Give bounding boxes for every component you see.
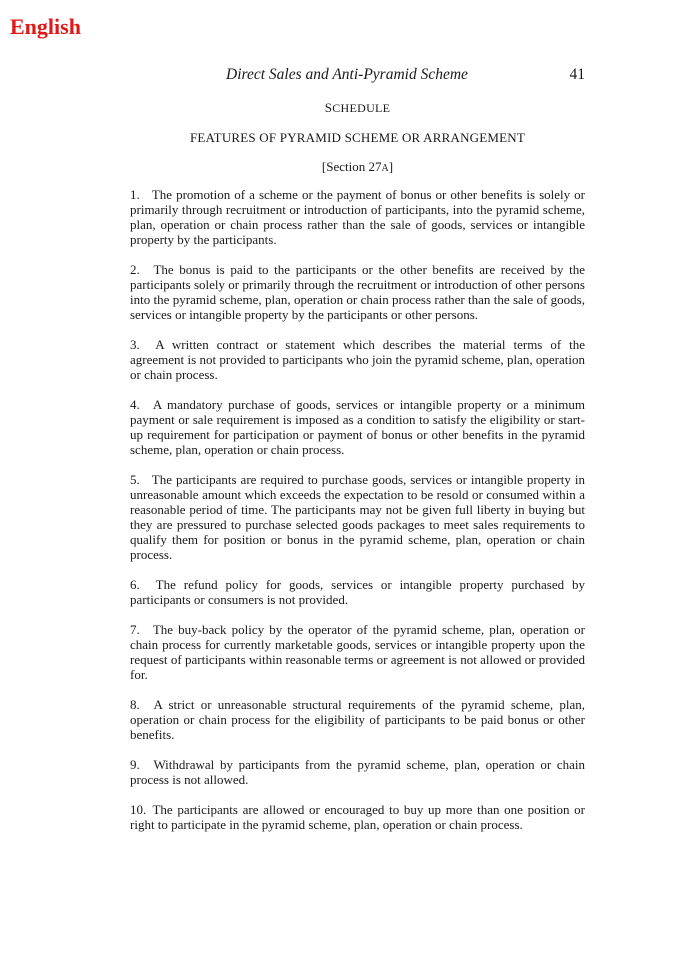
paragraph-number: 3. xyxy=(130,337,140,352)
paragraph-number: 10. xyxy=(130,802,147,817)
paragraph-number: 1. xyxy=(130,187,140,202)
schedule-paragraph xyxy=(130,622,585,682)
paragraph-number: 9. xyxy=(130,757,140,772)
schedule-paragraph xyxy=(130,757,585,787)
schedule-paragraph xyxy=(130,397,585,457)
paragraph-text: The participants are allowed or encouraged to buy up more than one position or right to participate in the pyramid scheme, plan, operation or chain process. xyxy=(130,802,585,832)
schedule-paragraph xyxy=(130,337,585,382)
schedule-heading-initial: S xyxy=(324,100,333,115)
page-number: 41 xyxy=(569,66,585,83)
paragraph-text: The buy-back policy by the operator of the pyramid scheme, plan, operation or chain process for currently marketable goods, services or intangible property upon the request of participants within reasonable terms or agreement is not allowed or provided for. xyxy=(130,622,585,682)
paragraph-number: 7. xyxy=(130,622,140,637)
schedule-paragraph xyxy=(130,577,585,607)
paragraph-text: A mandatory purchase of goods, services or intangible property or a minimum payment or sale requirement is imposed as a condition to satisfy the eligibility or start-up requirement for participation or payment of bonus or other benefits in the pyramid scheme, plan, operation or chain process. xyxy=(130,397,585,457)
language-label: English xyxy=(10,14,81,39)
paragraph-number: 6. xyxy=(130,577,140,592)
schedule-body xyxy=(130,187,585,847)
running-header xyxy=(130,66,585,86)
header-title: Direct Sales and Anti-Pyramid Scheme xyxy=(226,66,468,83)
schedule-paragraph xyxy=(130,697,585,742)
paragraph-text: The promotion of a scheme or the payment of bonus or other benefits is solely or primarily through recruitment or introduction of participants, into the pyramid scheme, plan, operation or chain process rather than the sale of goods, services or intangible property by the participants. xyxy=(130,187,585,247)
schedule-heading-rest: CHEDULE xyxy=(332,101,391,115)
schedule-paragraph xyxy=(130,262,585,322)
paragraph-number: 5. xyxy=(130,472,140,487)
paragraph-text: The bonus is paid to the participants or the other benefits are received by the participants solely or primarily through the recruitment or introduction of other persons into the pyramid scheme, plan, operation or chain process rather than the sale of goods, services or intangible property by the participants or other persons. xyxy=(130,262,586,322)
features-heading: FEATURES OF PYRAMID SCHEME OR ARRANGEMENT xyxy=(189,130,526,145)
section-reference-prefix: [Section 27 xyxy=(321,159,382,174)
section-reference-suffix: ] xyxy=(388,159,394,174)
paragraph-number: 4. xyxy=(130,397,140,412)
paragraph-text: A strict or unreasonable structural requirements of the pyramid scheme, plan, operation or chain process for the eligibility of participants to be paid bonus or other benefits. xyxy=(130,697,585,742)
paragraph-number: 8. xyxy=(130,697,140,712)
schedule-heading xyxy=(130,100,585,116)
section-reference xyxy=(130,159,585,175)
schedule-paragraph xyxy=(130,187,585,247)
paragraph-text: Withdrawal by participants from the pyramid scheme, plan, operation or chain process is not allowed. xyxy=(130,757,585,787)
paragraph-text: The participants are required to purchase goods, services or intangible property in unreasonable amount which exceeds the expectation to be resold or consumed within a reasonable period of time. The participants may not be given full liberty in buying but they are pressured to purchase selected goods packages to meet sales requirements to qualify them for position or bonus in the pyramid scheme, plan, operation or chain process. xyxy=(130,472,585,562)
schedule-paragraph xyxy=(130,472,585,562)
paragraph-number: 2. xyxy=(130,262,140,277)
paragraph-text: The refund policy for goods, services or intangible property purchased by participants or consumers is not provided. xyxy=(130,577,586,607)
section-reference-letter: A xyxy=(381,163,389,174)
paragraph-text: A written contract or statement which describes the material terms of the agreement is not provided to participants who join the pyramid scheme, plan, operation or chain process. xyxy=(130,337,585,382)
schedule-paragraph xyxy=(130,802,585,832)
